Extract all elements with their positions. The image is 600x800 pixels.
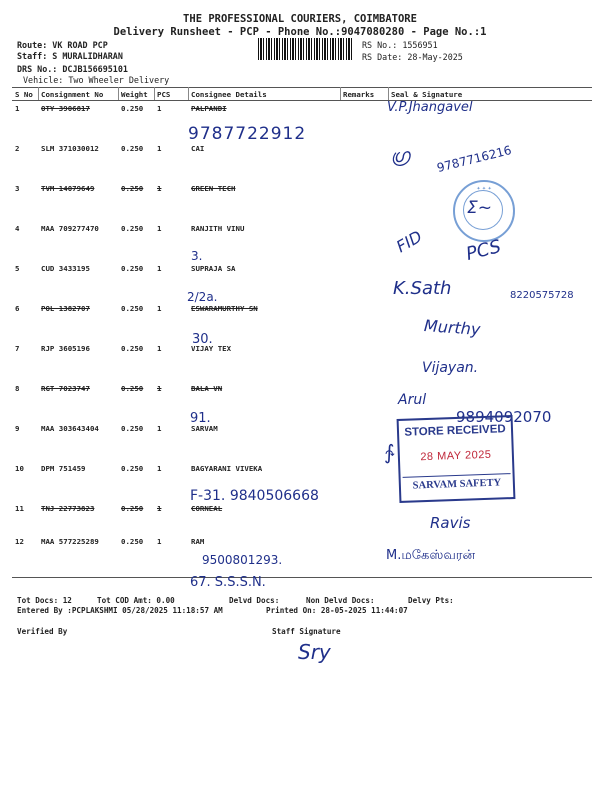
cell-weight: 0.250 (121, 224, 144, 233)
handwritten-phone: 9894092070 (456, 408, 552, 426)
cell-weight: 0.250 (121, 264, 144, 273)
cell-consignment: MAA 303643404 (41, 424, 99, 433)
cell-weight: 0.250 (121, 184, 144, 193)
cell-consignment: CUD 3433195 (41, 264, 90, 273)
cell-seal (388, 301, 592, 341)
cell-pcs: 1 (157, 264, 162, 273)
cell-sno: 1 (15, 104, 20, 113)
cell-pcs: 1 (157, 304, 162, 313)
cell-pcs: 1 (157, 384, 162, 393)
cell-sno: 8 (15, 384, 20, 393)
cell-remarks (340, 101, 388, 142)
total-docs: Tot Docs: 12 (17, 596, 72, 605)
cell-sno: 3 (15, 184, 20, 193)
handwritten-note: FID (393, 226, 426, 257)
cell-consignment: POL 1382707 (41, 304, 90, 313)
handwritten-signature: Vijayan. (422, 360, 479, 376)
printed-on: Printed On: 28-05-2025 11:44:07 (266, 606, 408, 615)
handwritten-signature: ∱ (384, 440, 395, 464)
col-header-consignment: Consignment No (38, 88, 118, 101)
cell-sno: 9 (15, 424, 20, 433)
cell-consignment: TVM 14079649 (41, 184, 95, 193)
cell-consignment: RJP 3605196 (41, 344, 90, 353)
rs-date: RS Date: 28-May-2025 (362, 52, 463, 62)
handwritten-signature: K.Sath (393, 278, 452, 299)
handwritten-phone: 9787716216 (435, 142, 513, 176)
handwritten-note: 3. (191, 249, 203, 263)
handwritten-note: 91. (190, 411, 211, 426)
stamp-company: SARVAM SAFETY (403, 473, 511, 492)
cell-remarks (340, 381, 388, 421)
cell-remarks (340, 461, 388, 501)
handwritten-note: 67. S.S.S.N. (190, 575, 266, 590)
handwritten-signature: ഗ്ര (388, 145, 411, 168)
cell-remarks (340, 501, 388, 534)
handwritten-note: F-31. 9840506668 (190, 488, 319, 504)
cell-weight: 0.250 (121, 464, 144, 473)
col-header-remarks: Remarks (340, 88, 388, 101)
cell-remarks (340, 534, 388, 578)
delivered-docs: Delvd Docs: (229, 596, 280, 605)
cell-consignment: DPM 751459 (41, 464, 86, 473)
cell-weight: 0.250 (118, 534, 154, 578)
cell-pcs: 1 (154, 534, 188, 578)
cell-consignee: PALPANDI (191, 104, 227, 113)
cell-consignment: RGT 7023747 (41, 384, 90, 393)
cell-sno: 7 (15, 344, 20, 353)
cell-sno: 10 (15, 464, 24, 473)
runsheet-subtitle: Delivery Runsheet - PCP - Phone No.:9047080280 - Page No.:1 (113, 26, 487, 38)
handwritten-signature: V.P.Jhangavel (387, 100, 473, 115)
cell-consignment: MAA 709277470 (41, 224, 99, 233)
cell-pcs: 1 (157, 464, 162, 473)
table-row (12, 301, 592, 341)
handwritten-note: 30. (192, 332, 213, 347)
header-divider (388, 87, 389, 100)
cell-consignee: CORNEAL (191, 504, 223, 513)
cell-sno: 5 (15, 264, 20, 273)
handwritten-signature: M.மகேஸ்வரன் (386, 548, 476, 563)
cell-weight: 0.250 (121, 344, 144, 353)
table-row (12, 501, 592, 534)
cell-remarks (340, 141, 388, 181)
cell-sno: 12 (12, 534, 38, 578)
cell-consignee: SARVAM (191, 424, 218, 433)
staff-handwritten-signature: Sry (298, 640, 331, 664)
stamp-title: STORE RECEIVED (404, 423, 506, 439)
header-divider (38, 87, 39, 100)
cell-weight: 0.250 (121, 504, 144, 513)
cell-pcs: 1 (157, 344, 162, 353)
drs-label: DRS No.: DCJB156695101 (17, 64, 128, 74)
col-header-sno: S No (12, 88, 38, 101)
col-header-weight: Weight (118, 88, 154, 101)
cell-sno: 4 (15, 224, 20, 233)
route-label: Route: VK ROAD PCP (17, 40, 108, 50)
cell-pcs: 1 (157, 504, 162, 513)
header-divider (340, 87, 341, 100)
cell-pcs: 1 (157, 104, 162, 113)
cell-weight: 0.250 (121, 304, 144, 313)
cell-remarks (340, 261, 388, 301)
staff-signature-label: Staff Signature (272, 627, 341, 636)
col-header-consignee: Consignee Details (188, 88, 340, 101)
cell-seal (388, 341, 592, 381)
barcode-image (258, 38, 354, 60)
cell-consignee: BALA VN (191, 384, 223, 393)
table-row (12, 534, 592, 578)
store-received-stamp (397, 415, 516, 503)
cell-consignee: ESWARAMURTHY SN (191, 304, 258, 313)
cell-weight: 0.250 (121, 424, 144, 433)
runsheet-table (12, 87, 592, 578)
cell-weight: 0.250 (121, 144, 144, 153)
handwritten-signature: Ravis (430, 514, 471, 532)
cell-seal (388, 501, 592, 534)
cell-consignee: RANJITH VINU (191, 224, 245, 233)
cell-consignee: SUPRAJA SA (191, 264, 236, 273)
delivery-points: Delvy Pts: (408, 596, 454, 605)
cell-consignee: GREEN TECH (191, 184, 236, 193)
handwritten-signature: Arul (398, 392, 427, 408)
handwritten-note: PCS (463, 236, 504, 265)
non-delivered-docs: Non Delvd Docs: (306, 596, 375, 605)
cell-pcs: 1 (157, 224, 162, 233)
cell-weight: 0.250 (121, 104, 144, 113)
handwritten-signature: Ʃ~ (467, 198, 492, 218)
cell-consignment: MAA 577225289 (38, 534, 118, 578)
header-divider (154, 87, 155, 100)
cell-sno: 2 (15, 144, 20, 153)
cell-remarks (340, 181, 388, 221)
total-cod-amount: Tot COD Amt: 0.00 (97, 596, 175, 605)
cell-weight: 0.250 (121, 384, 144, 393)
header-divider (118, 87, 119, 100)
cell-consignment: TNJ 22773823 (41, 504, 95, 513)
cell-remarks (340, 301, 388, 341)
col-header-seal: Seal & Signature (388, 88, 592, 101)
cell-pcs: 1 (157, 184, 162, 193)
cell-consignee: CAI (191, 144, 205, 153)
handwritten-phone: 9787722912 (188, 124, 307, 144)
round-seal-image: ✦ ✦ ✦ (453, 180, 515, 242)
cell-remarks (340, 421, 388, 461)
table-row (12, 341, 592, 381)
cell-consignee: RAM (188, 534, 340, 578)
cell-sno: 6 (15, 304, 20, 313)
rs-number: RS No.: 1556951 (362, 40, 438, 50)
cell-remarks (340, 221, 388, 261)
cell-consignment: SLM 371030012 (41, 144, 99, 153)
handwritten-note: 2/2a. (187, 290, 218, 304)
verified-by-label: Verified By (17, 627, 68, 636)
entered-by: Entered By :PCPLAKSHMI 05/28/2025 11:18:57 AM (17, 606, 223, 615)
table-row (12, 261, 592, 301)
handwritten-phone: 9500801293. (202, 553, 283, 567)
stamp-date: 28 MAY 2025 (420, 448, 492, 464)
cell-remarks (340, 341, 388, 381)
handwritten-signature: Murthy (423, 316, 482, 339)
cell-pcs: 1 (157, 144, 162, 153)
handwritten-phone: 8220575728 (510, 290, 574, 301)
cell-pcs: 1 (157, 424, 162, 433)
cell-consignment: OTY 3906817 (41, 104, 90, 113)
staff-label: Staff: S MURALIDHARAN (17, 51, 123, 61)
vehicle-label: Vehicle: Two Wheeler Delivery (23, 75, 170, 85)
header-divider (188, 87, 189, 100)
cell-consignee: BAGYARANI VIVEKA (191, 464, 263, 473)
company-title: THE PROFESSIONAL COURIERS, COIMBATORE (183, 13, 417, 25)
cell-sno: 11 (15, 504, 24, 513)
col-header-pcs: PCS (154, 88, 188, 101)
table-header-row (12, 88, 592, 101)
cell-consignee: VIJAY TEX (191, 344, 232, 353)
